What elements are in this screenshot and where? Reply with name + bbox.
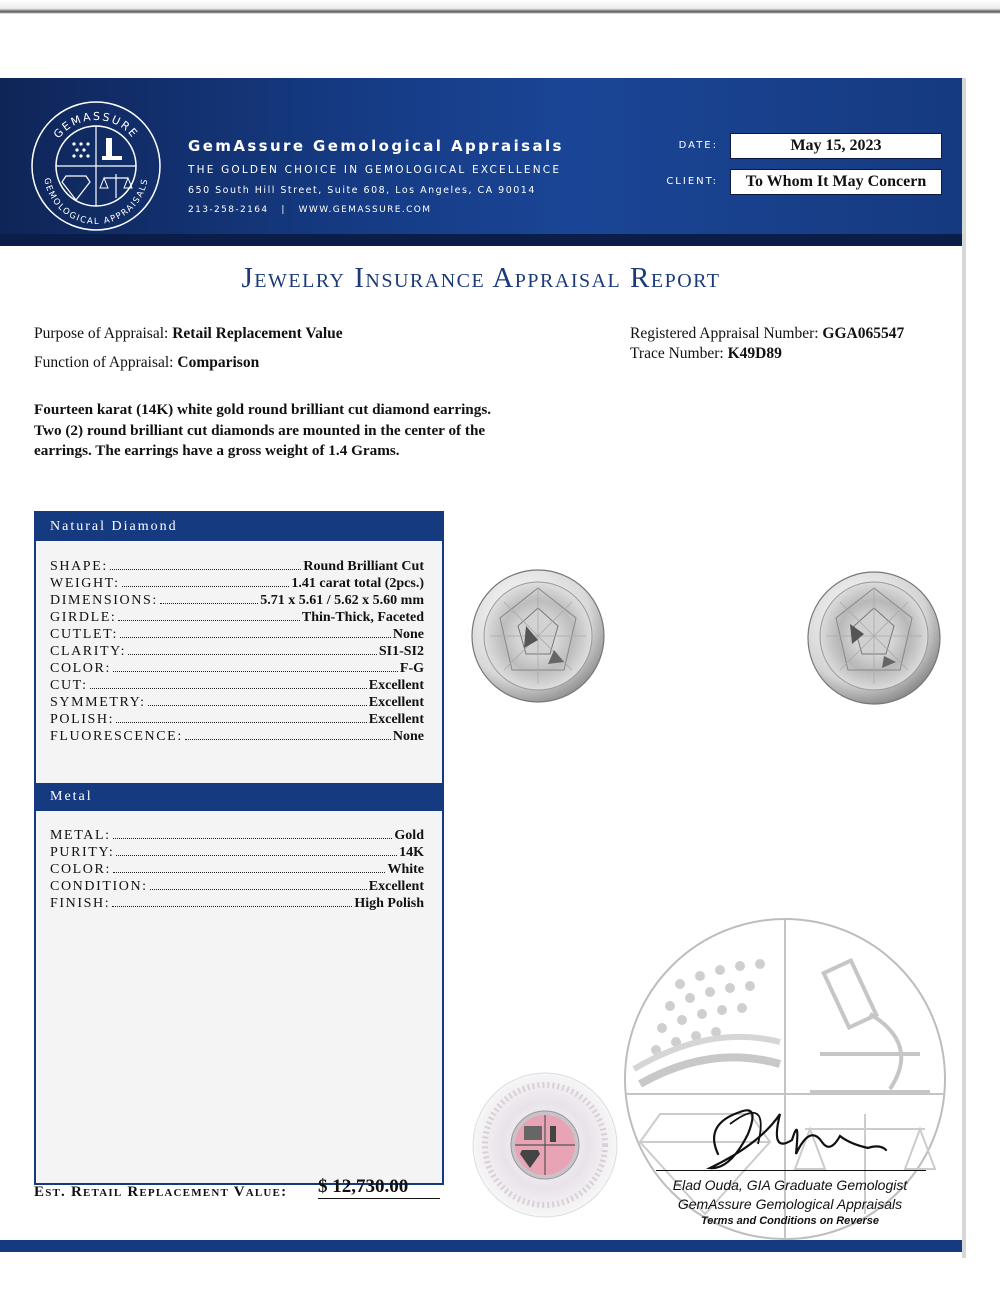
estimated-value [318,1176,440,1199]
spec-row [50,643,424,660]
spec-value: Excellent [368,678,424,693]
dot-leader [150,889,367,890]
date-label: DATE: [678,140,718,151]
spec-row [50,558,424,575]
dot-leader [148,705,367,706]
function-of-appraisal [34,354,259,372]
contact-separator: | [281,205,286,215]
dot-leader [90,688,367,689]
spec-row [50,878,424,895]
spec-row [50,694,424,711]
hologram-seal [470,1070,620,1220]
dot-leader [110,569,302,570]
signature-line [656,1170,926,1171]
spec-label: WEIGHT: [50,576,120,591]
metal-section-heading: Metal [36,783,442,811]
spec-row [50,827,424,844]
currency-symbol: $ [318,1176,328,1197]
date-field: May 15, 2023 [730,133,942,159]
spec-value: None [392,729,424,744]
spec-label: METAL: [50,828,111,843]
terms-note: Terms and Conditions on Reverse [700,1215,880,1227]
dot-leader [113,838,393,839]
trace-label: Trace Number: [630,345,724,362]
spec-row [50,844,424,861]
diamond-section-heading: Natural Diamond [36,513,442,541]
specs-panel [34,511,444,1185]
company-tagline: THE GOLDEN CHOICE IN GEMOLOGICAL EXCELLENCE [188,164,562,176]
earring-photo-left [468,566,608,706]
spec-value: None [392,627,424,642]
dot-leader [112,906,352,907]
spec-row [50,592,424,609]
spec-label: DIMENSIONS: [50,593,158,608]
spec-row [50,609,424,626]
signer-company: GemAssure Gemological Appraisals [677,1196,903,1212]
function-label: Function of Appraisal: [34,354,174,371]
item-description: Fourteen karat (14K) white gold round brilliant cut diamond earrings. Two (2) round brilliant cut diamonds are mounted in the center of the earrings. The earrings have a gross weight of 1.4 Grams. [34,401,492,459]
gemassure-seal-logo [28,98,164,234]
svg-text:GEMASSURE: GEMASSURE [50,109,142,142]
spec-label: POLISH: [50,712,115,727]
header-bottom-strip [0,234,962,246]
estimated-value-label: Est. Retail Replacement Value: [34,1184,288,1200]
dot-leader [122,586,290,587]
spec-row [50,626,424,643]
purpose-label: Purpose of Appraisal: [34,325,169,342]
dot-leader [128,654,377,655]
spec-label: PURITY: [50,845,115,860]
spec-label: SYMMETRY: [50,695,146,710]
trace-number [630,345,782,363]
dot-leader [113,872,385,873]
client-label: CLIENT: [666,176,718,187]
spec-row [50,660,424,677]
spec-value: SI1-SI2 [378,644,424,659]
spec-label: COLOR: [50,661,111,676]
spec-label: CONDITION: [50,879,148,894]
spec-value: Round Brilliant Cut [303,559,424,574]
registered-value: GGA065547 [822,325,905,342]
spec-value: Excellent [368,712,424,727]
report-title: Jewelry Insurance Appraisal Report [241,262,721,294]
dot-leader [113,671,398,672]
company-name: GemAssure Gemological Appraisals [188,137,564,155]
signer-name: Elad Ouda, GIA Graduate Gemologist [672,1177,908,1193]
dot-leader [118,620,299,621]
scan-edge-top [0,0,1000,14]
spec-label: COLOR: [50,862,111,877]
spec-label: SHAPE: [50,559,108,574]
spec-label: CUT: [50,678,88,693]
spec-label: FLUORESCENCE: [50,729,183,744]
page-fold-edge [962,78,966,1258]
signature-mark [700,1084,890,1184]
spec-value: Excellent [368,879,424,894]
company-website: WWW.GEMASSURE.COM [298,205,432,215]
purpose-value: Retail Replacement Value [172,325,343,342]
dot-leader [185,739,391,740]
estimated-value-amount: 12,730.00 [332,1176,409,1197]
spec-row [50,895,424,912]
client-field: To Whom It May Concern [730,169,942,195]
spec-value: Excellent [368,695,424,710]
dot-leader [116,855,397,856]
spec-label: FINISH: [50,896,111,911]
spec-value: 14K [399,845,424,860]
spec-row [50,728,424,745]
gemassure-watermark-seal [620,914,950,1244]
function-value: Comparison [177,354,260,371]
spec-value: High Polish [354,896,424,911]
footer-bar [0,1240,962,1252]
registered-label: Registered Appraisal Number: [630,325,819,342]
spec-row [50,575,424,592]
dot-leader [116,722,367,723]
trace-value: K49D89 [727,345,782,362]
spec-label: CUTLET: [50,627,119,642]
earring-photo-right [804,568,944,708]
svg-text:GEMOLOGICAL APPRAISALS: GEMOLOGICAL APPRAISALS [41,177,151,228]
spec-label: GIRDLE: [50,610,117,625]
spec-value: F-G [399,661,424,676]
spec-value: 5.71 x 5.61 / 5.62 x 5.60 mm [260,593,424,608]
dot-leader [120,637,391,638]
spec-value: Gold [394,828,424,843]
company-phone: 213-258-2164 [188,205,269,215]
spec-row [50,677,424,694]
spec-value: Thin-Thick, Faceted [301,610,424,625]
company-address: 650 South Hill Street, Suite 608, Los Angeles, CA 90014 [188,185,536,196]
spec-row [50,711,424,728]
registered-appraisal-number [630,325,904,343]
spec-label: CLARITY: [50,644,127,659]
spec-value: 1.41 carat total (2pcs.) [291,576,424,591]
company-contact [188,205,564,215]
spec-row [50,861,424,878]
purpose-of-appraisal [34,325,343,343]
spec-value: White [387,862,424,877]
dot-leader [160,603,258,604]
company-info [188,137,564,215]
